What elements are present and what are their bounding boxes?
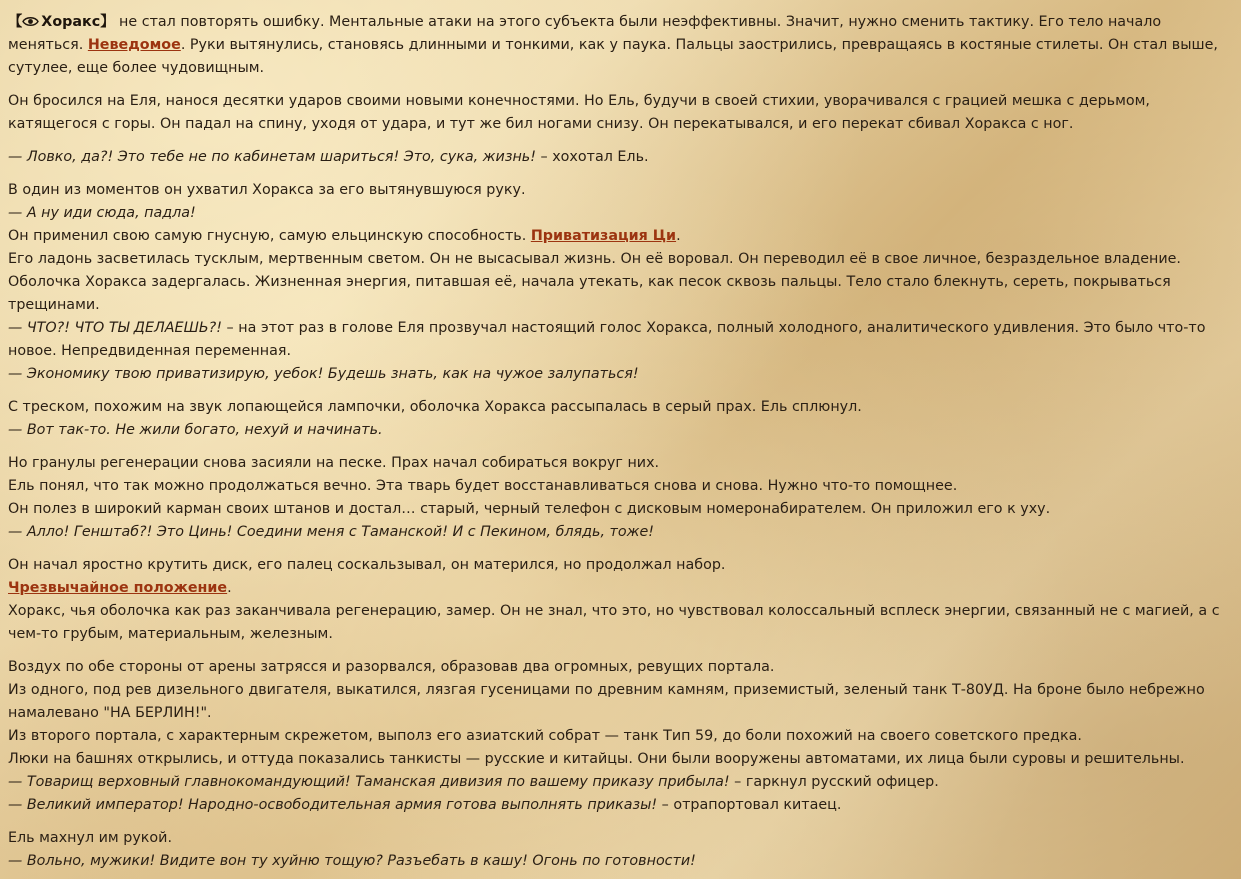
paragraph-3 — [8, 146, 1234, 169]
narration-line: Его ладонь засветилась тусклым, мертвенным светом. Он не высасывал жизнь. Он её воровал. Он переводил её в свое личное, безраздельное владение. — [8, 251, 1181, 267]
narration-text: – отрапортовал китаец. — [657, 797, 842, 813]
tag-close-bracket: 】 — [100, 14, 115, 30]
dialogue-line: — Алло! Генштаб?! Это Цинь! Соедини меня с Таманской! И с Пекином, блядь, тоже! — [8, 524, 655, 540]
narration-line: Он начал яростно крутить диск, его палец соскальзывал, он матерился, но продолжал набор. — [8, 557, 726, 573]
skill-link-privatization[interactable]: Приватизация Ци — [530, 228, 677, 244]
character-tag[interactable] — [8, 14, 115, 30]
narration-line: Из одного, под рев дизельного двигателя, выкатился, лязгая гусеницами по древним камням, приземистый, зеленый танк Т-80УД. На броне было небрежно намалевано "НА БЕРЛИН!". — [8, 682, 1205, 721]
narration-text: – гаркнул русский офицер. — [729, 774, 939, 790]
dialogue-line: — А ну иди сюда, падла! — [8, 205, 196, 221]
paragraph-2 — [8, 90, 1234, 136]
paragraph-1 — [8, 11, 1234, 80]
tag-open-bracket: 【 — [8, 14, 23, 30]
narration-line: Ель понял, что так можно продолжаться вечно. Эта тварь будет восстанавливаться снова и снова. Нужно что-то помощнее. — [8, 478, 958, 494]
paragraph-2-text: Он бросился на Еля, нанося десятки ударов своими новыми конечностями. Но Ель, будучи в своей стихии, уворачивался с грацией мешка с дерьмом, катящегося с горы. Он падал на спину, уходя от удара, и тут же бил ногами снизу. Он перекатывался, и его перекат сбивал Хоракса с ног. — [8, 93, 1150, 132]
paragraph-4 — [8, 179, 1234, 386]
narration-line: В один из моментов он ухватил Хоракса за его вытянувшуюся руку. — [8, 182, 526, 198]
narration-line: Ель махнул им рукой. — [8, 830, 173, 846]
paragraph-8 — [8, 656, 1234, 817]
dialogue-line: — ЧТО?! ЧТО ТЫ ДЕЛАЕШЬ?! — [8, 320, 222, 336]
narration-line: Он полез в широкий карман своих штанов и достал… старый, черный телефон с дисковым номеронабирателем. Он приложил его к уху. — [8, 501, 1051, 517]
narration-line: Но гранулы регенерации снова засияли на песке. Прах начал собираться вокруг них. — [8, 455, 660, 471]
narration-line: Из второго портала, с характерным скрежетом, выполз его азиатский собрат — танк Тип 59, до боли похожий на своего советского предка. — [8, 728, 1082, 744]
narration-line: Хоракс, чья оболочка как раз заканчивала регенерацию, замер. Он не знал, что это, но чувствовал колоссальный всплеск энергии, связанный не с магией, а с чем-то грубым, материальным, железным. — [8, 603, 1220, 642]
narration-line: Люки на башнях открылись, и оттуда показались танкисты — русские и китайцы. Они были вооружены автоматами, их лица были суровы и решительны. — [8, 751, 1185, 767]
paragraph-1-text-a: не стал повторять ошибку. Ментальные атаки на этого субъекта были неэффективны. Значит, нужно сменить тактику. Его тело начало меняться. — [8, 14, 1162, 53]
character-name: Хоракс — [41, 14, 101, 30]
dialogue-line: — Вот так-то. Не жили богато, нехуй и начинать. — [8, 422, 383, 438]
paragraph-5 — [8, 396, 1234, 442]
dialogue-line: — Вольно, мужики! Видите вон ту хуйню тощую? Разъебать в кашу! Огонь по готовности! — [8, 853, 696, 869]
story-text — [8, 11, 1234, 873]
paragraph-1-text — [8, 11, 1234, 80]
paragraph-1-text-b: . Руки вытянулись, становясь длинными и тонкими, как у паука. Пальцы заострились, превращаясь в костяные стилеты. Он стал выше, сутулее, еще более чудовищным. — [8, 37, 1218, 76]
dialogue-line: — Экономику твою приватизирую, уебок! Будешь знать, как на чужое залупаться! — [8, 366, 639, 382]
eye-icon — [22, 16, 39, 27]
dialogue-line: — Товарищ верховный главнокомандующий! Таманская дивизия по вашему приказу прибыла! — [8, 774, 730, 790]
narration-text: . — [227, 580, 232, 596]
narration-line: Оболочка Хоракса задергалась. Жизненная энергия, питавшая её, начала утекать, как песок сквозь пальцы. Тело стало блекнуть, сереть, покрываться трещинами. — [8, 274, 1171, 313]
narration-text: – хохотал Ель. — [535, 149, 649, 165]
paragraph-7 — [8, 554, 1234, 646]
paragraph-6 — [8, 452, 1234, 544]
skill-link-emergency[interactable]: Чрезвычайное положение — [8, 580, 228, 596]
dialogue-line: — Ловко, да?! Это тебе не по кабинетам шариться! Это, сука, жизнь! — [8, 149, 536, 165]
narration-text: Он применил свою самую гнусную, самую ельцинскую способность. — [8, 228, 531, 244]
narration-line: Воздух по обе стороны от арены затрясся и разорвался, образовав два огромных, ревущих портала. — [8, 659, 775, 675]
narration-line: С треском, похожим на звук лопающейся лампочки, оболочка Хоракса рассыпалась в серый прах. Ель сплюнул. — [8, 399, 862, 415]
narration-text: – на этот раз в голове Еля прозвучал настоящий голос Хоракса, полный холодного, аналитического удивления. Это было что-то новое. Непредвиденная переменная. — [8, 320, 1206, 359]
skill-link-unknown[interactable]: Неведомое — [87, 37, 181, 53]
narration-text: . — [676, 228, 681, 244]
paragraph-9 — [8, 827, 1234, 873]
dialogue-line: — Великий император! Народно-освободительная армия готова выполнять приказы! — [8, 797, 658, 813]
